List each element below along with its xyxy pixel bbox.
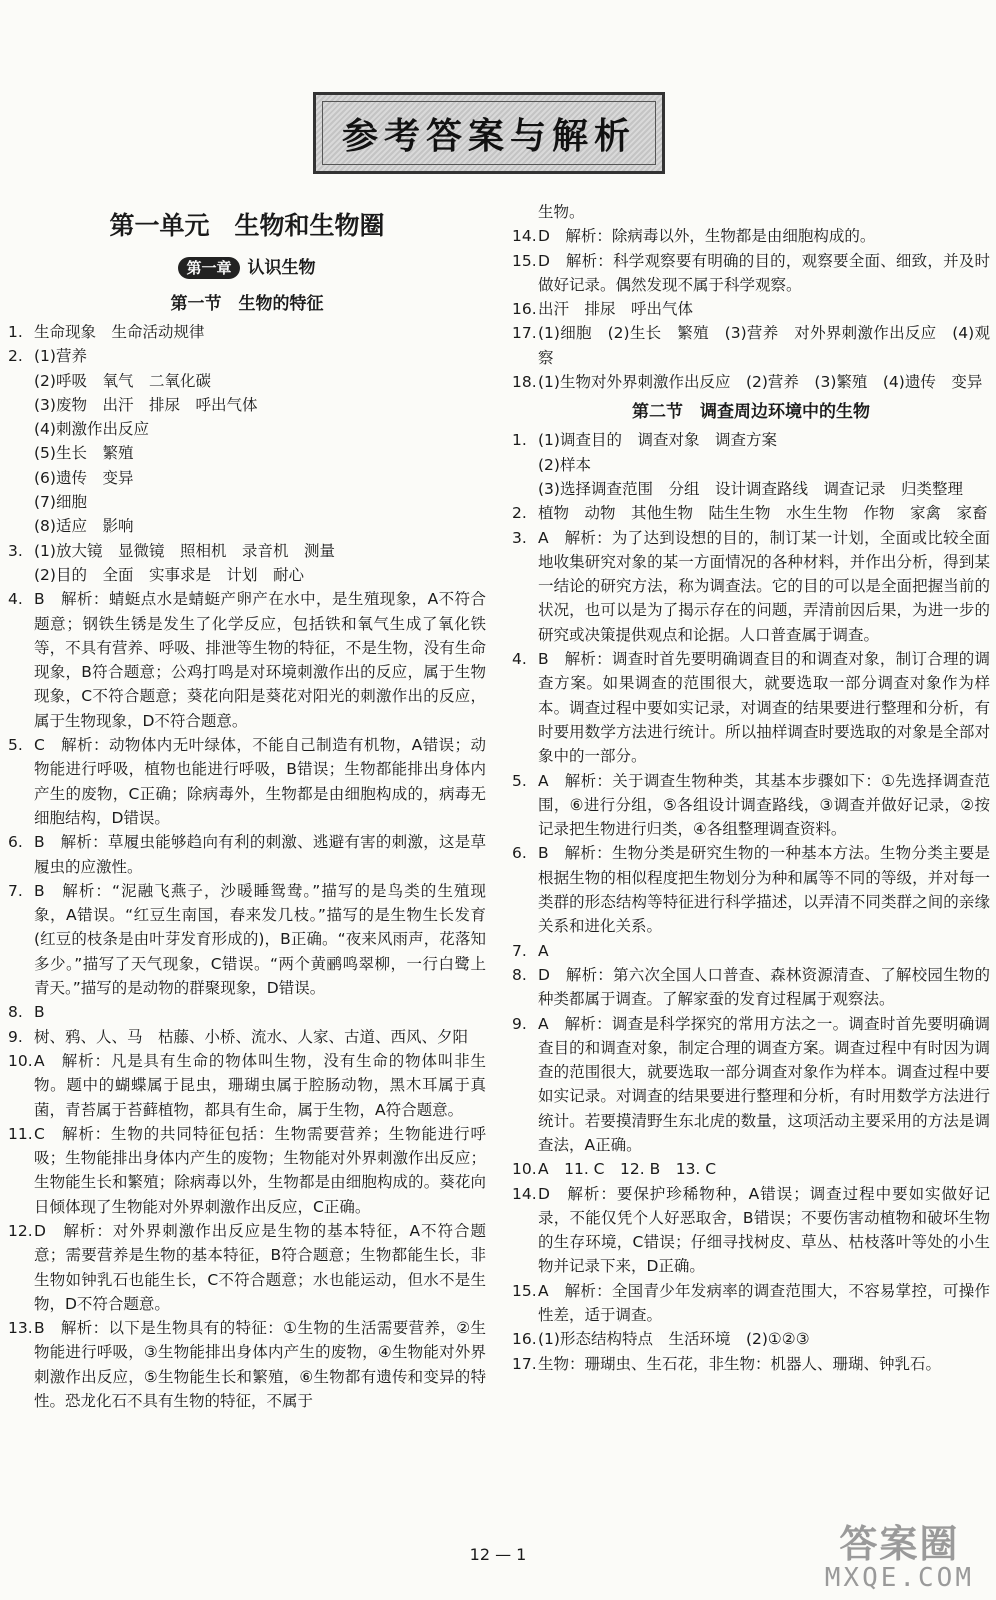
chapter-title: 认识生物 bbox=[247, 258, 316, 278]
answer-item bbox=[512, 1012, 990, 1158]
answer-item bbox=[512, 1157, 990, 1181]
item-number: 5. bbox=[8, 736, 23, 755]
title-banner-inner bbox=[322, 101, 656, 165]
right-column bbox=[512, 200, 990, 1376]
item-number: 11. bbox=[8, 1124, 33, 1143]
item-number: 16. bbox=[512, 300, 537, 319]
answer-subline: (2)目的 全面 实事求是 计划 耐心 bbox=[34, 565, 304, 584]
title-banner bbox=[313, 92, 665, 174]
chapter-heading bbox=[8, 254, 486, 282]
item-text: D 解析：科学观察要有明确的目的，观察要全面、细致，并及时做好记录。偶然发现不属于科学观察。 bbox=[538, 251, 990, 294]
item-text: B 解析：以下是生物具有的特征：①生物的生活需要营养，②生物能进行呼吸，③生物能排出身体内产生的废物，④生物能对外界刺激作出反应，⑤生物能生长和繁殖，⑥生物都有遗传和变异的特性。恐龙化石不具有生物的特征，不属于 bbox=[34, 1319, 486, 1411]
item-number: 4. bbox=[8, 590, 23, 609]
item-text: (1)形态结构特点 生活环境 (2)①②③ bbox=[538, 1330, 810, 1349]
watermark-logo bbox=[825, 1524, 974, 1592]
answer-subline: (2)样本 bbox=[538, 455, 591, 474]
answer-item bbox=[512, 647, 990, 768]
answer-item bbox=[8, 1025, 486, 1049]
item-number: 16. bbox=[512, 1330, 537, 1349]
item-number: 9. bbox=[512, 1014, 527, 1033]
page-title: 参考答案与解析 bbox=[341, 114, 636, 157]
item-number: 3. bbox=[8, 541, 23, 560]
answer-subline: (6)遗传 变异 bbox=[34, 468, 134, 487]
item-number: 9. bbox=[8, 1027, 23, 1046]
item-number: 14. bbox=[512, 1184, 537, 1203]
answer-item bbox=[8, 1316, 486, 1413]
item-text: B 解析：调查时首先要明确调查目的和调查对象，制订合理的调查方案。如果调查的范围很大，就要选取一部分调查对象作为样本。调查过程中要如实记录，对调查的结果要进行整理和分析，有时要用数学方法进行统计。所以抽样调查时要选取的对象是全部对象中的一部分。 bbox=[538, 650, 990, 766]
answer-subline: (3)废物 出汗 排尿 呼出气体 bbox=[34, 395, 258, 414]
answer-continuation: 生物。 bbox=[538, 203, 585, 221]
answer-item bbox=[512, 1279, 990, 1328]
answer-item bbox=[512, 841, 990, 938]
item-text: 出汗 排尿 呼出气体 bbox=[538, 300, 694, 319]
item-number: 2. bbox=[512, 504, 527, 523]
answer-item bbox=[512, 1352, 990, 1376]
item-text: B 解析：“泥融飞燕子，沙暖睡鸳鸯。”描写的是鸟类的生殖现象，A错误。“红豆生南国，春来发几枝。”描写的是生物生长发育(红豆的枝条是由叶芽发育形成的)，B正确。“夜来风雨声，花落知多少。”描写了天气现象，C错误。“两个黄鹂鸣翠柳，一行白鹭上青天。”描写的是动物的群聚现象，D错误。 bbox=[34, 881, 486, 998]
answer-subline: (5)生长 繁殖 bbox=[34, 444, 134, 463]
item-text: D 解析：对外界刺激作出反应是生物的基本特征，A不符合题意；需要营养是生物的基本特征，B符合题意；生物都能生长，非生物如钟乳石也能生长，C不符合题意；水也能运动，但水不是生物，D不符合题意。 bbox=[34, 1221, 486, 1313]
item-number: 14. bbox=[512, 227, 537, 246]
answer-item bbox=[512, 963, 990, 1012]
item-text: A 解析：凡是具有生命的物体叫生物，没有生命的物体叫非生物。题中的蝴蝶属于昆虫，珊瑚虫属于腔肠动物，黑木耳属于真菌，青苔属于苔藓植物，都具有生命，属于生物，A符合题意。 bbox=[34, 1051, 486, 1119]
item-number: 8. bbox=[512, 965, 527, 984]
watermark-site: MXQE.COM bbox=[824, 1563, 974, 1593]
item-number: 3. bbox=[512, 528, 527, 547]
answer-item bbox=[8, 830, 486, 879]
section-title-1: 第一节 生物的特征 bbox=[170, 294, 324, 314]
item-text: B bbox=[34, 1003, 45, 1022]
item-text: A bbox=[538, 941, 549, 960]
answer-item bbox=[8, 344, 486, 368]
item-text: (1)放大镜 显微镜 照相机 录音机 测量 bbox=[34, 541, 335, 560]
answer-item bbox=[8, 587, 486, 733]
answer-item bbox=[512, 769, 990, 842]
answer-item bbox=[512, 1182, 990, 1279]
item-text: A 解析：调查是科学探究的常用方法之一。调查时首先要明确调查目的和调查对象，制定合理的调查方案。调查过程中有时因为调查的范围很大，就要选取一部分调查对象作为样本。调查过程中要如实记录。对调查的结果要进行整理和分析，有时用数学方法进行统计。若要摸清野生东北虎的数量，这项活动主要采用的方法是调查法，A正确。 bbox=[538, 1014, 990, 1154]
chapter-badge: 第一章 bbox=[178, 257, 239, 279]
item-number: 17. bbox=[512, 1354, 537, 1373]
answer-item bbox=[512, 249, 990, 298]
answer-item bbox=[8, 1049, 486, 1122]
answer-item bbox=[8, 539, 486, 563]
item-text: A 解析：关于调查生物种类，其基本步骤如下：①先选择调查范围，⑥进行分组，⑤各组设计调查路线，③调查并做好记录，②按记录把生物进行归类，④各组整理调查资料。 bbox=[538, 771, 990, 839]
left-column bbox=[8, 200, 486, 1413]
item-number: 4. bbox=[512, 650, 527, 669]
answer-item bbox=[8, 1122, 486, 1219]
unit-title: 第一单元 生物和生物圈 bbox=[109, 211, 385, 240]
item-text: C 解析：动物体内无叶绿体，不能自己制造有机物，A错误；动物能进行呼吸，植物也能进行呼吸，B错误；生物都能排出身体内产生的废物，C正确；除病毒外，生物都是由细胞构成的，病毒无细胞结构，D错误。 bbox=[34, 736, 486, 827]
answer-item bbox=[512, 370, 990, 394]
item-text: (1)生物对外界刺激作出反应 (2)营养 (3)繁殖 (4)遗传 变异 bbox=[538, 373, 983, 392]
answer-item bbox=[512, 428, 990, 452]
item-number: 13. bbox=[8, 1319, 33, 1338]
item-text: 植物 动物 其他生物 陆生生物 水生生物 作物 家禽 家畜 bbox=[538, 504, 988, 523]
watermark-logo-text: 答案圈 bbox=[839, 1522, 960, 1566]
answer-item bbox=[512, 297, 990, 321]
item-number: 17. bbox=[512, 324, 537, 343]
item-text: D 解析：要保护珍稀物种，A错误；调查过程中要如实做好记录，不能仅凭个人好恶取舍，B错误；不要伤害动植物和破坏生物的生存环境，C错误；仔细寻找树皮、草丛、枯枝落叶等处的小生物并记录下来，D正确。 bbox=[538, 1184, 990, 1276]
item-text: 树、鸦、人、马 枯藤、小桥、流水、人家、古道、西风、夕阳 bbox=[34, 1027, 469, 1046]
answer-item bbox=[8, 733, 486, 830]
answer-item bbox=[512, 501, 990, 525]
item-text: (1)细胞 (2)生长 繁殖 (3)营养 对外界刺激作出反应 (4)观察 bbox=[538, 324, 990, 367]
answer-subline: (7)细胞 bbox=[34, 493, 87, 512]
answer-subline: (2)呼吸 氧气 二氧化碳 bbox=[34, 371, 211, 390]
item-number: 15. bbox=[512, 1281, 537, 1300]
page-number: 12 — 1 bbox=[469, 1545, 527, 1564]
item-text: B 解析：草履虫能够趋向有利的刺激、逃避有害的刺激，这是草履虫的应激性。 bbox=[34, 833, 486, 876]
item-number: 15. bbox=[512, 251, 537, 270]
item-number: 1. bbox=[8, 323, 23, 341]
item-text: A 解析：为了达到设想的目的，制订某一计划，全面或比较全面地收集研究对象的某一方面情况的各种材料，并作出分析，得到某一结论的研究方法，称为调查法。它的目的可以是全面把握当前的状况，也可以是为了揭示存在的问题，弄清前因后果，为进一步的研究或决策提供观点和论据。人口普查属于调查。 bbox=[538, 528, 990, 644]
answer-item bbox=[512, 1327, 990, 1351]
item-text: C 解析：生物的共同特征包括：生物需要营养；生物能进行呼吸；生物能排出身体内产生的废物；生物能对外界刺激作出反应；生物能生长和繁殖；除病毒以外，生物都是由细胞构成的。葵花向日倾体现了生物能对外界刺激作出反应，C正确。 bbox=[34, 1124, 486, 1216]
item-number: 1. bbox=[512, 431, 527, 450]
section-title-2: 第二节 调查周边环境中的生物 bbox=[632, 402, 870, 423]
answer-item bbox=[512, 526, 990, 647]
item-number: 5. bbox=[512, 771, 527, 790]
item-number: 7. bbox=[8, 881, 23, 900]
item-text: D 解析：除病毒以外，生物都是由细胞构成的。 bbox=[538, 227, 876, 246]
item-text: (1)营养 bbox=[34, 347, 87, 366]
item-number: 8. bbox=[8, 1003, 23, 1022]
item-text: A 解析：全国青少年发病率的调查范围大，不容易掌控，可操作性差，适于调查。 bbox=[538, 1281, 990, 1325]
answer-subline: (4)刺激作出反应 bbox=[34, 420, 149, 439]
item-text: B 解析：生物分类是研究生物的一种基本方法。生物分类主要是根据生物的相似程度把生物划分为种和属等不同的等级，并对每一类群的形态结构等特征进行科学描述，以弄清不同类群之间的亲缘关系和进化关系。 bbox=[538, 844, 990, 936]
answer-item bbox=[512, 224, 990, 248]
item-text: B 解析：蜻蜓点水是蜻蜓产卵产在水中，是生殖现象，A不符合题意；钢铁生锈是发生了化学反应，包括铁和氧气生成了氧化铁等，不具有营养、呼吸、排泄等生物的特征，不是生物，没有生命现象，B符合题意；公鸡打鸣是对环境刺激作出的反应，属于生物现象，C不符合题意；葵花向阳是葵花对阳光的刺激作出的反应，属于生物现象，D不符合题意。 bbox=[34, 590, 486, 730]
item-number: 2. bbox=[8, 347, 23, 366]
answer-subline: (8)适应 影响 bbox=[34, 517, 134, 536]
answer-item bbox=[8, 320, 486, 344]
answer-item bbox=[512, 321, 990, 370]
item-number: 10. bbox=[512, 1160, 537, 1179]
item-text: 生物：珊瑚虫、生石花，非生物：机器人、珊瑚、钟乳石。 bbox=[538, 1354, 942, 1373]
item-number: 6. bbox=[8, 833, 23, 852]
item-number: 7. bbox=[512, 941, 527, 960]
item-text: D 解析：第六次全国人口普查、森林资源清查、了解校园生物的种类都属于调查。了解家蚕的发育过程属于观察法。 bbox=[538, 965, 990, 1009]
item-number: 12. bbox=[8, 1221, 33, 1240]
item-number: 18. bbox=[512, 373, 537, 392]
answer-item bbox=[512, 939, 990, 963]
item-text: (1)调查目的 调查对象 调查方案 bbox=[538, 431, 777, 450]
item-number: 10. bbox=[8, 1051, 33, 1070]
answer-item bbox=[8, 1219, 486, 1316]
item-text: A 11. C 12. B 13. C bbox=[538, 1160, 717, 1179]
answer-item bbox=[8, 879, 486, 1000]
answer-subline: (3)选择调查范围 分组 设计调查路线 调查记录 归类整理 bbox=[538, 479, 963, 498]
answer-item bbox=[8, 1000, 486, 1024]
item-number: 6. bbox=[512, 844, 527, 863]
item-text: 生命现象 生命活动规律 bbox=[34, 323, 205, 341]
